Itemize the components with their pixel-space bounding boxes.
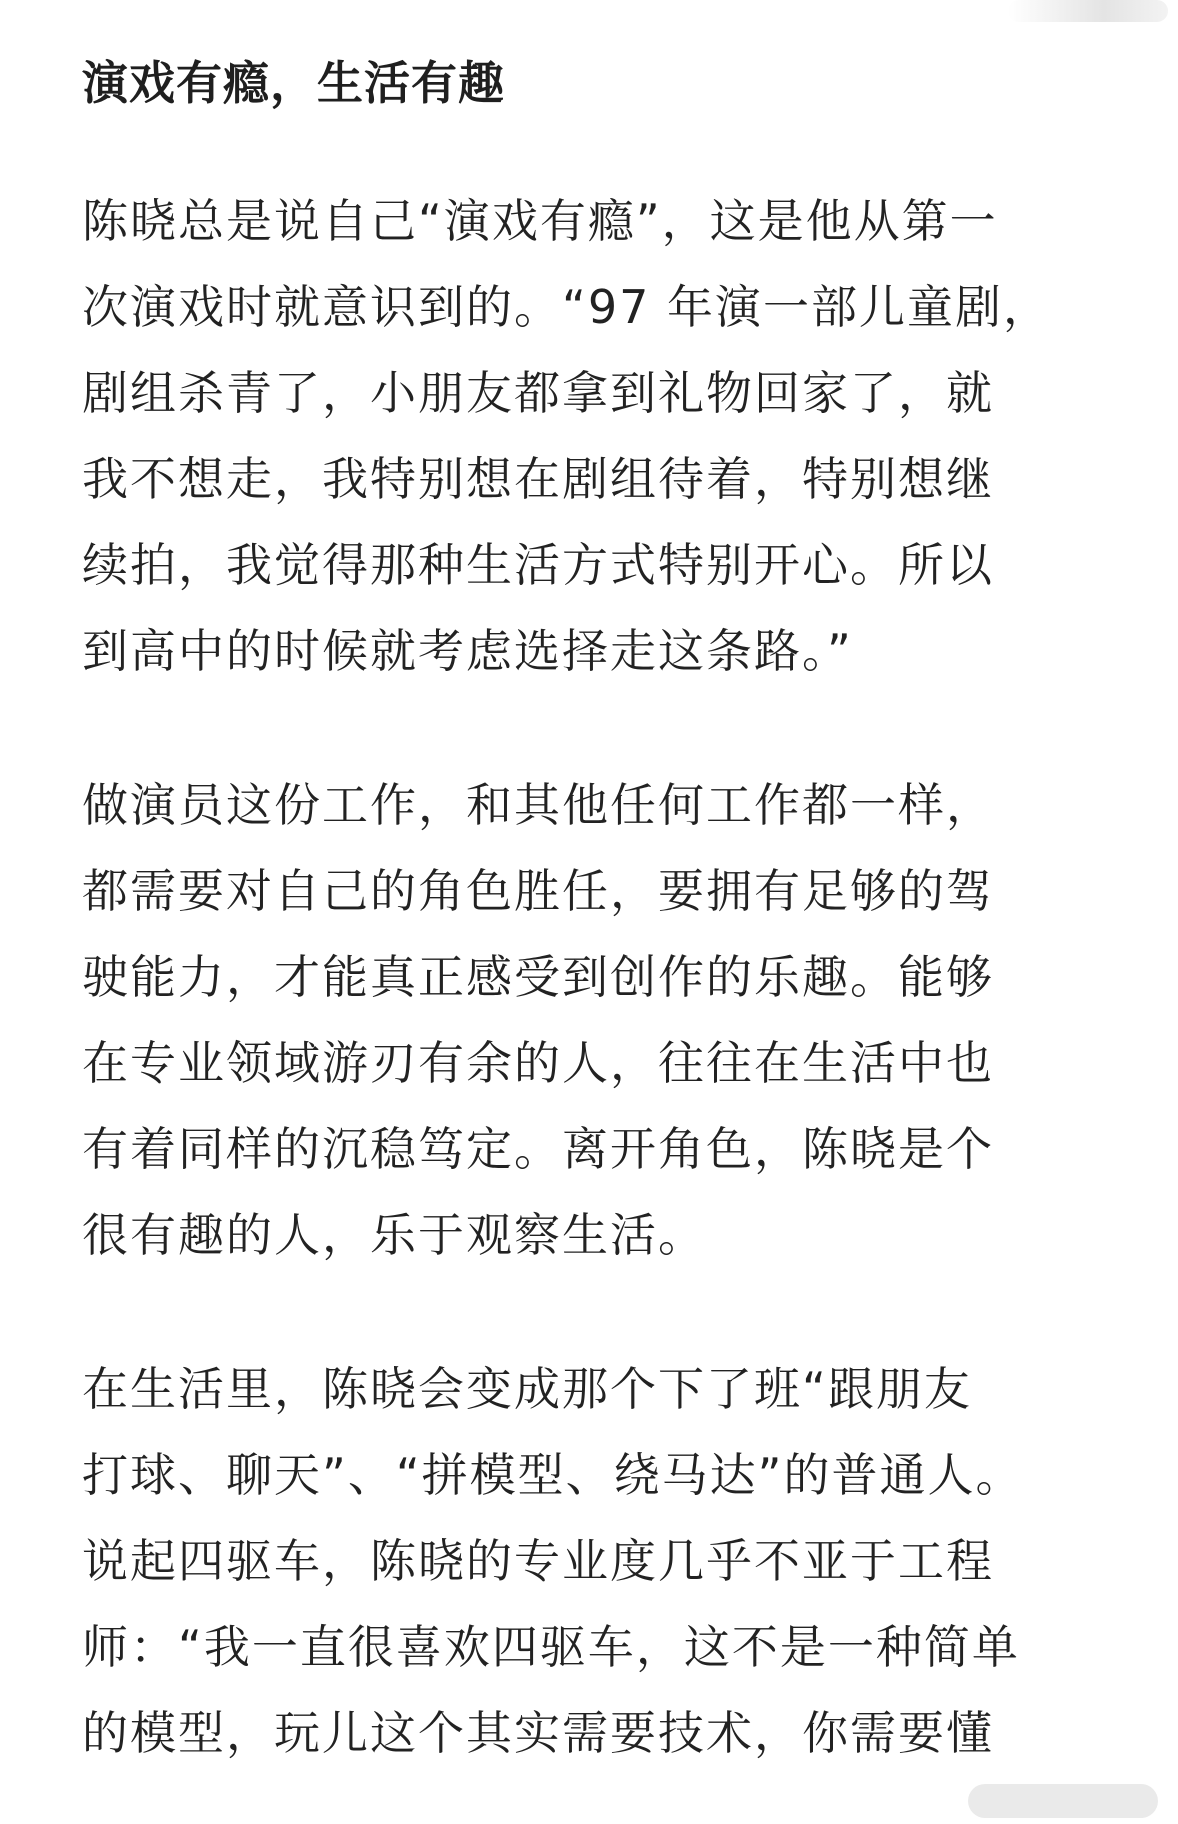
article-title: 演戏有瘾，生活有趣	[82, 56, 505, 110]
article-body	[82, 48, 1092, 1824]
paragraph-1: 陈晓总是说自己“演戏有瘾”，这是他从第一 次演戏时就意识到的。“97 年演一部儿童剧， 剧组杀青了，小朋友都拿到礼物回家了，就 我不想走，我特别想在剧组待着，特别想继 续拍，我觉得那种生活方式特别开心。所以 到高中的时候就考虑选择走这条路。”	[82, 194, 1051, 678]
top-watermark	[1008, 0, 1168, 22]
bottom-watermark	[968, 1784, 1158, 1818]
paragraph-2: 做演员这份工作，和其他任何工作都一样， 都需要对自己的角色胜任，要拥有足够的驾 驶能力，才能真正感受到创作的乐趣。能够 在专业领域游刃有余的人，往往在生活中也 有着同样的沉稳笃定。离开角色，陈晓是个 很有趣的人，乐于观察生活。	[82, 778, 994, 1262]
paragraph-3: 在生活里，陈晓会变成那个下了班“跟朋友 打球、聊天”、“拼模型、绕马达”的普通人。 说起四驱车，陈晓的专业度几乎不亚于工程 师：“我一直很喜欢四驱车，这不是一种简单 的模型，玩儿这个其实需要技术，你需要懂	[82, 1362, 1024, 1760]
